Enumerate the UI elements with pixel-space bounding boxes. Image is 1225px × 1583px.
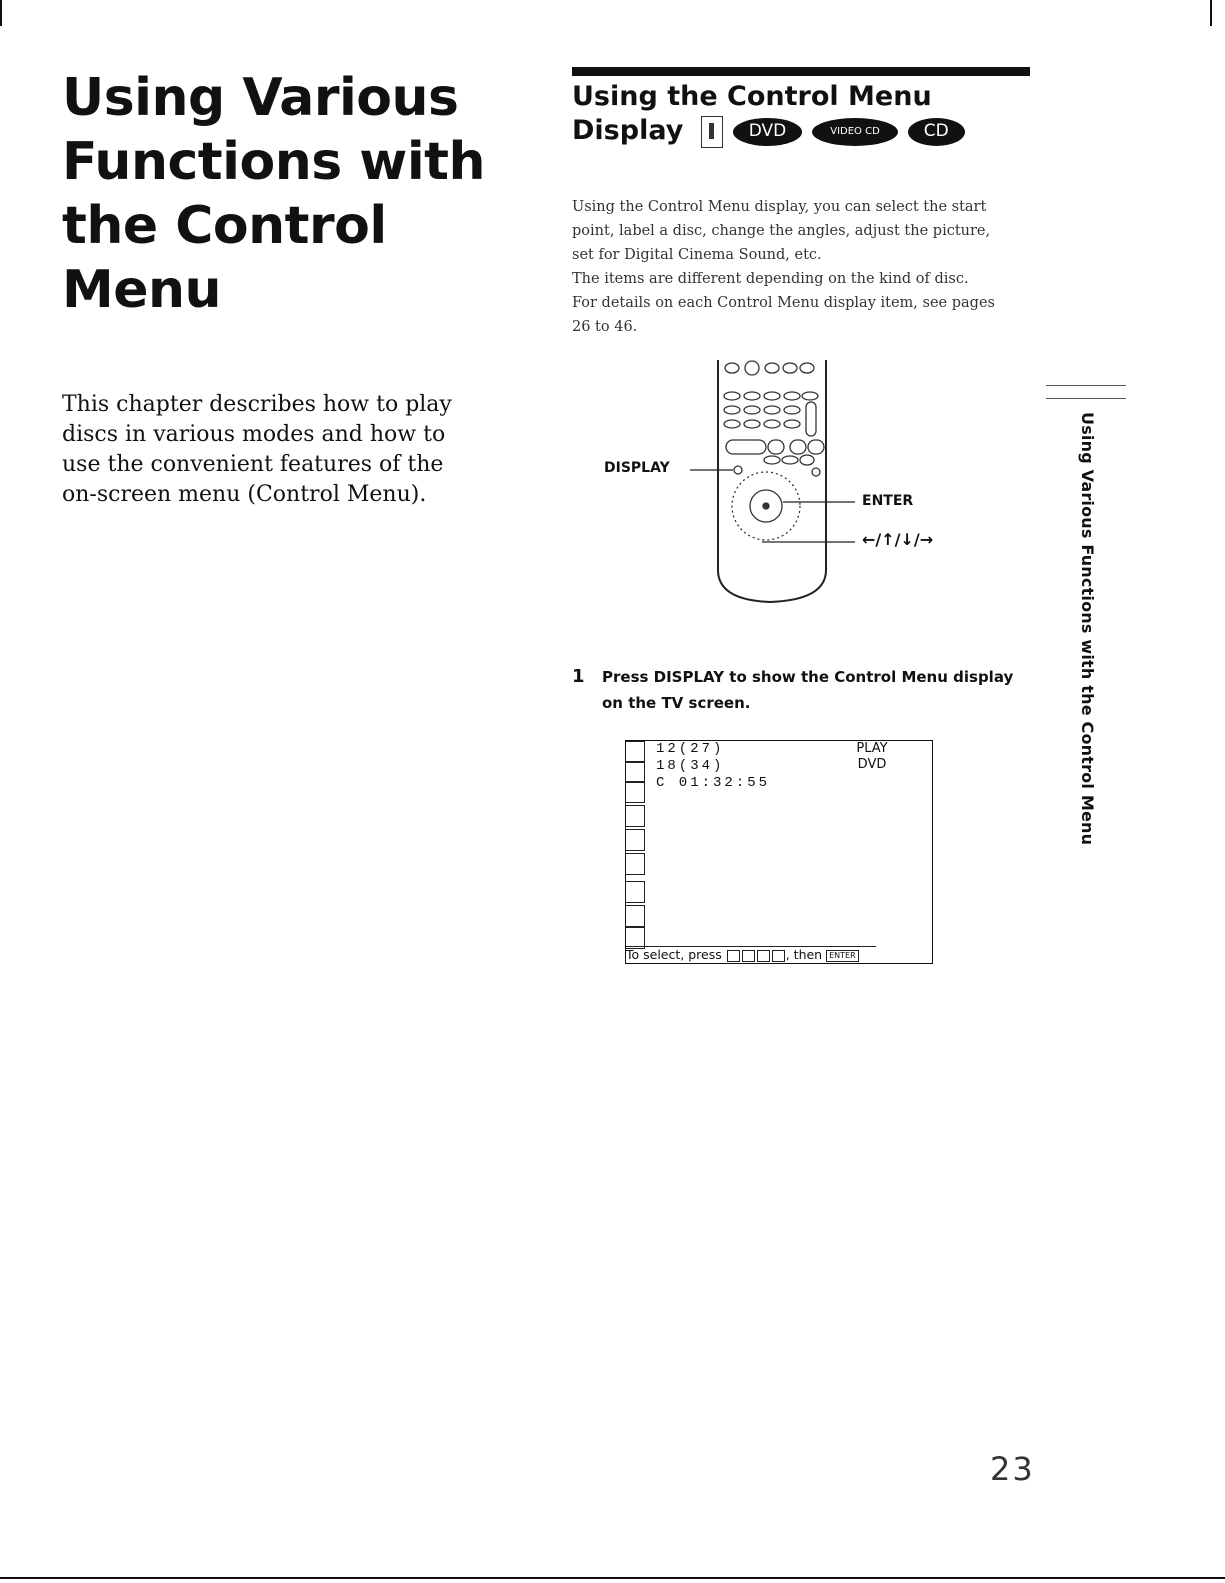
enter-key-icon: ENTER (826, 950, 859, 962)
right-arrow-key-icon (772, 950, 785, 962)
remote-control-icon (600, 360, 1000, 620)
left-arrow-key-icon (727, 950, 740, 962)
intro-line: point, label a disc, change the angles, adjust the picture, (572, 223, 991, 239)
osd-instruction-then: , then (785, 947, 823, 962)
play-status: PLAY (856, 741, 888, 756)
down-arrow-key-icon (757, 950, 770, 962)
section-title (572, 80, 1032, 148)
control-menu-screen (625, 740, 933, 964)
disc-icons (701, 116, 965, 148)
menu-item-box (626, 761, 645, 783)
intro-line: set for Digital Cinema Sound, etc. (572, 247, 822, 263)
osd-instruction (626, 946, 876, 963)
menu-item-box (626, 881, 645, 903)
chapter-title-line: Menu (62, 260, 222, 320)
chapter-number: 18(34) (656, 758, 725, 774)
side-tab-text: Using Various Functions with the Control Menu (1078, 412, 1097, 846)
step-number: 1 (572, 666, 585, 687)
time-readout: C 01:32:55 (656, 775, 771, 791)
dvd-badge-icon: DVD (733, 118, 803, 146)
chapter-title-line: the Control (62, 196, 387, 256)
section-rule (572, 67, 1030, 76)
disc-type: DVD (857, 757, 887, 772)
scan-edge-mark (1210, 0, 1212, 26)
remote-control-figure (600, 360, 1000, 620)
up-arrow-key-icon (742, 950, 755, 962)
title-number: 12(27) (656, 741, 725, 757)
section-title-text: Display (572, 115, 684, 146)
menu-item-box (626, 829, 645, 851)
menu-item-box (626, 905, 645, 927)
section-title-line: Using the Control Menu (572, 81, 932, 112)
arrow-keys-callout: ←/↑/↓/→ (862, 530, 934, 549)
menu-item-box (626, 741, 645, 763)
menu-item-box (626, 781, 645, 803)
chapter-title-line: Using Various (62, 68, 459, 128)
side-tab (1064, 380, 1104, 846)
remote-icon (701, 116, 723, 148)
section-title-line2 (572, 114, 1032, 148)
step-text: Press DISPLAY to show the Control Menu display on the TV screen. (602, 668, 1014, 712)
enter-callout: ENTER (862, 493, 914, 509)
video-cd-badge-icon: VIDEO CD (812, 118, 898, 146)
chapter-title-line: Functions with (62, 132, 486, 192)
intro-line: For details on each Control Menu display item, see pages (572, 295, 995, 311)
page-number: 23 (990, 1450, 1035, 1488)
display-callout: DISPLAY (604, 460, 670, 476)
osd-instruction-prefix: To select, press (626, 947, 722, 962)
section-intro (572, 195, 1022, 339)
chapter-title (62, 66, 502, 322)
menu-item-box (626, 805, 645, 827)
intro-line: The items are different depending on the kind of disc. (572, 271, 969, 287)
intro-line: 26 to 46. (572, 319, 638, 335)
scan-edge-mark (0, 1577, 1225, 1579)
cd-badge-icon: CD (908, 118, 965, 146)
intro-line: Using the Control Menu display, you can select the start (572, 199, 987, 215)
scan-edge-mark (0, 0, 2, 26)
menu-item-box (626, 853, 645, 875)
chapter-description: This chapter describes how to play discs in various modes and how to use the convenient features of the on-screen menu (Control Menu). (62, 392, 452, 507)
